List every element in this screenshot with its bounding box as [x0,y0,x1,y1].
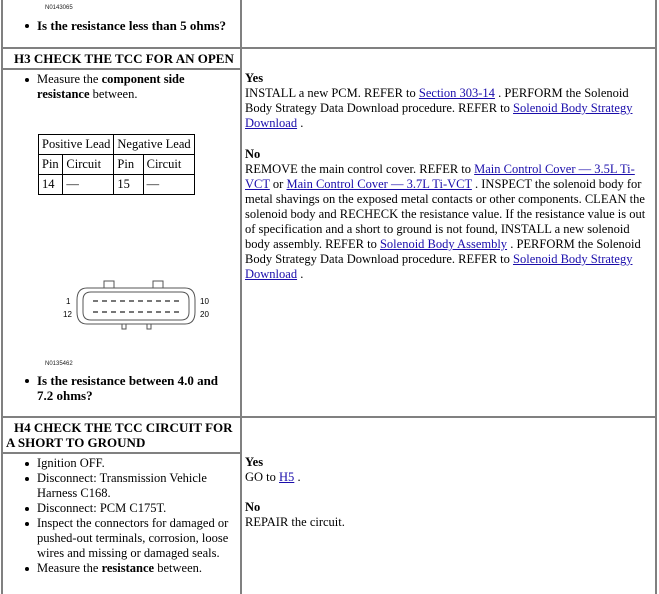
step-disconnect-c168: Disconnect: Transmission Vehicle Harness C168. [37,471,207,500]
header-divider-h3 [1,68,242,70]
row-divider-h4 [1,416,657,418]
solenoid-body-assembly-link[interactable]: Solenoid Body Assembly [379,237,508,251]
circuit-cell: — [143,175,194,195]
pin-table-h3 [38,134,195,195]
right-border [655,0,657,594]
connector-tab [153,281,163,288]
no-instructions: REPAIR the circuit. [245,515,345,529]
positive-lead-header: Positive Lead [39,135,114,155]
bullet [25,522,29,526]
step-disconnect-c175t: Disconnect: PCM C175T. [37,501,167,515]
section-303-14-link[interactable]: Section 303-14 [418,86,495,100]
circuit-subheader: Circuit [143,155,194,175]
circuit-cell: — [63,175,114,195]
result-no-h4 [245,500,650,530]
bullet [25,379,29,383]
no-instructions: REMOVE the main control cover. REFER to Main Control Cover — 3.5L Ti-VCT or Main Control Cover — 3.7L Ti-VCT . INSPECT the solenoid body for metal shavings on the exposed metal contacts or other components. CLEAN the solenoid body and RECHECK the resistance value. If the resistance value is out of specification and a short to ground is not found, INSTALL a new solenoid body assembly. REFER to Solenoid Body Assembly . PERFORM the Solenoid Body Strategy Data Download procedure. REFER to Solenoid Body Strategy Download . [245,162,646,281]
connector-shell [77,288,195,324]
result-yes-h4 [245,455,650,485]
column-divider [240,0,242,594]
connector-label-10: 10 [200,297,209,306]
row-divider-h3 [1,47,657,49]
no-label: No [245,147,261,161]
connector-key [122,324,126,329]
no-label: No [245,500,261,514]
left-border [1,0,3,594]
yes-label: Yes [245,71,264,85]
bullet [25,567,29,571]
result-yes-h3 [245,71,650,131]
header-divider-h4 [1,452,242,454]
connector-diagram [55,278,225,338]
solenoid-body-strategy-download-link[interactable]: Solenoid Body Strategy Download [245,252,633,281]
question-h3: Is the resistance between 4.0 and 7.2 ohms? [37,373,219,403]
connector-tab [104,281,114,288]
pin-subheader: Pin [114,155,143,175]
bullet [25,78,29,82]
step-measure-h4: Measure the resistance between. [37,561,203,575]
main-control-cover-3-5l-link[interactable]: Main Control Cover — 3.5L Ti-VCT [245,162,635,191]
circuit-subheader: Circuit [63,155,114,175]
bullet [25,462,29,466]
step-measure-h3: Measure the component side resistance between. [37,72,185,101]
step-inspect-connectors: Inspect the connectors for damaged or pushed-out terminals, corrosion, loose wires and missing or damaged seals. [37,516,229,560]
pin-cell: 15 [114,175,143,195]
step-title-h4: H4 CHECK THE TCC CIRCUIT FOR A SHORT TO GROUND [6,420,233,450]
yes-instructions: GO to H5 . [245,470,301,484]
pin-cell: 14 [39,175,63,195]
figure-id-h2: N0143065 [45,5,73,11]
yes-label: Yes [245,455,264,469]
main-control-cover-3-7l-link[interactable]: Main Control Cover — 3.7L Ti-VCT [286,177,472,191]
negative-lead-header: Negative Lead [114,135,194,155]
step-ignition-off: Ignition OFF. [37,456,105,470]
figure-id-h3: N0135462 [45,361,73,367]
connector-label-12: 12 [63,310,72,319]
h5-link[interactable]: H5 [279,470,295,484]
bullet [25,24,29,28]
solenoid-body-strategy-download-link[interactable]: Solenoid Body Strategy Download [245,101,633,130]
bullet [25,507,29,511]
question-h2: Is the resistance less than 5 ohms? [37,18,226,33]
bullet [25,477,29,481]
connector-key [147,324,151,329]
result-no-h3 [245,147,650,282]
connector-label-20: 20 [200,310,209,319]
step-title-h3: H3 CHECK THE TCC FOR AN OPEN [14,51,234,66]
connector-label-1: 1 [66,297,71,306]
connector-inner [83,292,189,320]
yes-instructions: INSTALL a new PCM. REFER to Section 303-14 . PERFORM the Solenoid Body Strategy Data Download procedure. REFER to Solenoid Body Strategy Download . [245,86,633,130]
pin-subheader: Pin [39,155,63,175]
